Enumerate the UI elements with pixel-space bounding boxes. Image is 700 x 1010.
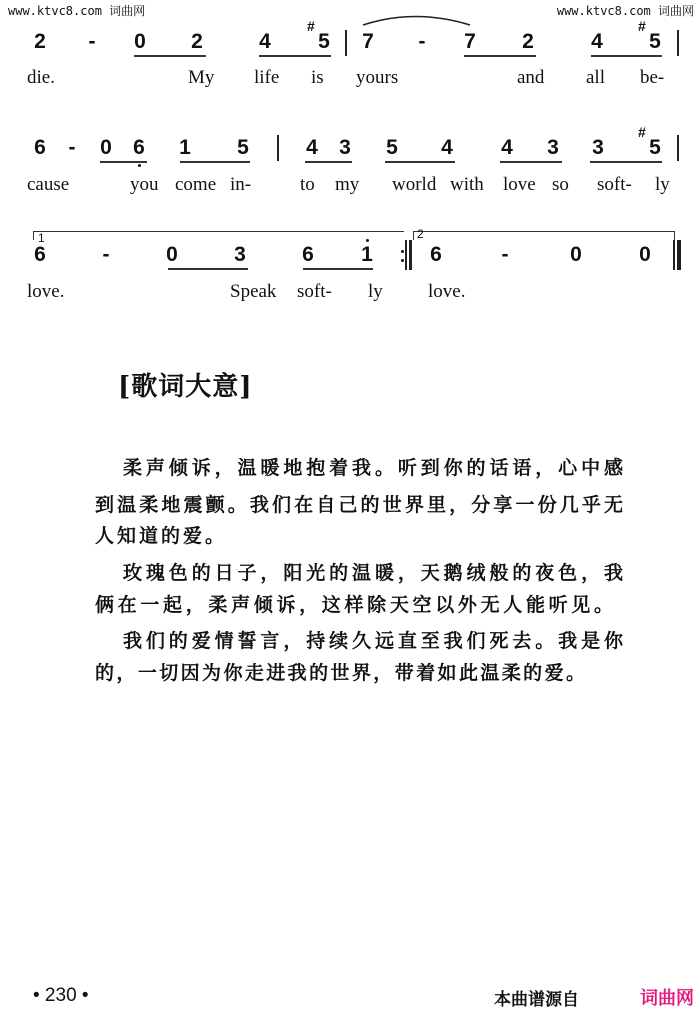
beam-underline	[168, 268, 248, 270]
note: 6	[34, 136, 46, 159]
note: 3	[547, 136, 559, 159]
barline	[345, 30, 347, 56]
site-name[interactable]: 词曲网	[640, 988, 694, 1009]
repeat-dot	[401, 250, 404, 253]
note: 7	[362, 30, 374, 53]
lyric: Speak	[230, 281, 277, 302]
sharp-sign: #	[638, 18, 646, 34]
lyric: ly	[368, 281, 383, 302]
lyric: with	[450, 174, 484, 195]
beam-underline	[180, 161, 250, 163]
note: 0	[570, 243, 582, 266]
note: -	[88, 30, 96, 53]
lyric: life	[254, 67, 280, 88]
note: 0	[639, 243, 651, 266]
lyric: soft-	[597, 174, 632, 195]
note: 6	[133, 136, 145, 159]
note: 4	[259, 30, 271, 53]
final-barline	[673, 240, 675, 270]
note: 1	[179, 136, 191, 159]
note: 7	[464, 30, 476, 53]
text-line: 俩在一起，柔声倾诉，这样除天空以外无人能听见。	[95, 594, 613, 616]
lyric: in-	[230, 174, 252, 195]
lyric: be-	[640, 67, 665, 88]
note: 5	[649, 136, 661, 159]
watermark-right: www.ktvc8.com 词曲网	[556, 4, 694, 18]
section-heading: [歌词大意]	[118, 372, 253, 402]
lyric: world	[392, 174, 437, 195]
note: 4	[591, 30, 603, 53]
final-barline-thick	[677, 240, 681, 270]
note: 5	[318, 30, 330, 53]
note: 5	[649, 30, 661, 53]
lyric: come	[175, 174, 217, 195]
barline	[277, 135, 279, 161]
lyric: so	[552, 174, 569, 195]
note: 0	[134, 30, 146, 53]
low-octave-dot	[138, 164, 141, 167]
beam-underline	[134, 55, 206, 57]
lyric: love.	[428, 281, 466, 302]
note: -	[68, 136, 76, 159]
note: 5	[386, 136, 398, 159]
beam-underline	[385, 161, 455, 163]
repeat-barline	[405, 240, 407, 270]
note: -	[501, 243, 509, 266]
beam-underline	[303, 268, 373, 270]
note: 6	[430, 243, 442, 266]
note: -	[102, 243, 110, 266]
volta-number: 2	[417, 227, 424, 241]
lyric: to	[300, 174, 315, 195]
note: 6	[302, 243, 314, 266]
volta-bracket-1	[33, 231, 404, 240]
text-line: 玫瑰色的日子，阳光的温暖，天鹅绒般的夜色，我	[123, 562, 623, 584]
note: 6	[34, 243, 46, 266]
text-line: 柔声倾诉，温暖地抱着我。听到你的话语，心中感	[123, 457, 623, 479]
watermark-left: www.ktvc8.com 词曲网	[8, 4, 146, 18]
lyric: soft-	[297, 281, 332, 302]
lyric: my	[335, 174, 360, 195]
note: 2	[34, 30, 46, 53]
beam-underline	[591, 55, 662, 57]
barline	[677, 135, 679, 161]
sharp-sign: #	[307, 18, 315, 34]
beam-underline	[305, 161, 352, 163]
beam-underline	[464, 55, 536, 57]
lyric: all	[586, 67, 605, 88]
text-line: 人知道的爱。	[95, 525, 228, 547]
note: 4	[306, 136, 318, 159]
beam-underline	[500, 161, 562, 163]
beam-underline	[100, 161, 147, 163]
lyric: yours	[356, 67, 399, 88]
lyric: die.	[27, 67, 55, 88]
note: 3	[339, 136, 351, 159]
volta-bracket-2	[413, 231, 675, 240]
page-number: • 230 •	[33, 985, 89, 1006]
beam-underline	[259, 55, 331, 57]
note: 3	[234, 243, 246, 266]
high-octave-dot	[366, 239, 369, 242]
note: 2	[191, 30, 203, 53]
note: 0	[100, 136, 112, 159]
note: 4	[441, 136, 453, 159]
beam-underline	[590, 161, 662, 163]
sharp-sign: #	[638, 124, 646, 140]
lyric: is	[311, 67, 324, 88]
note: 2	[522, 30, 534, 53]
text-line: 我们的爱情誓言，持续久远直至我们死去。我是你	[123, 630, 623, 652]
slur	[360, 12, 475, 28]
lyric: My	[188, 67, 215, 88]
note: -	[418, 30, 426, 53]
text-line: 到温柔地震颤。我们在自己的世界里，分享一份几乎无	[95, 494, 623, 516]
lyric: and	[517, 67, 545, 88]
barline	[677, 30, 679, 56]
lyric: love.	[27, 281, 65, 302]
lyric: ly	[655, 174, 670, 195]
note: 5	[237, 136, 249, 159]
lyric: cause	[27, 174, 70, 195]
lyric: love	[503, 174, 536, 195]
repeat-barline-thick	[409, 240, 412, 270]
note: 3	[592, 136, 604, 159]
lyric: you	[130, 174, 159, 195]
note: 1	[361, 243, 373, 266]
text-line: 的，一切因为你走进我的世界，带着如此温柔的爱。	[95, 662, 585, 684]
repeat-dot	[401, 259, 404, 262]
volta-number: 1	[38, 231, 45, 245]
note: 4	[501, 136, 513, 159]
note: 0	[166, 243, 178, 266]
source-label: 本曲谱源自	[494, 990, 579, 1010]
